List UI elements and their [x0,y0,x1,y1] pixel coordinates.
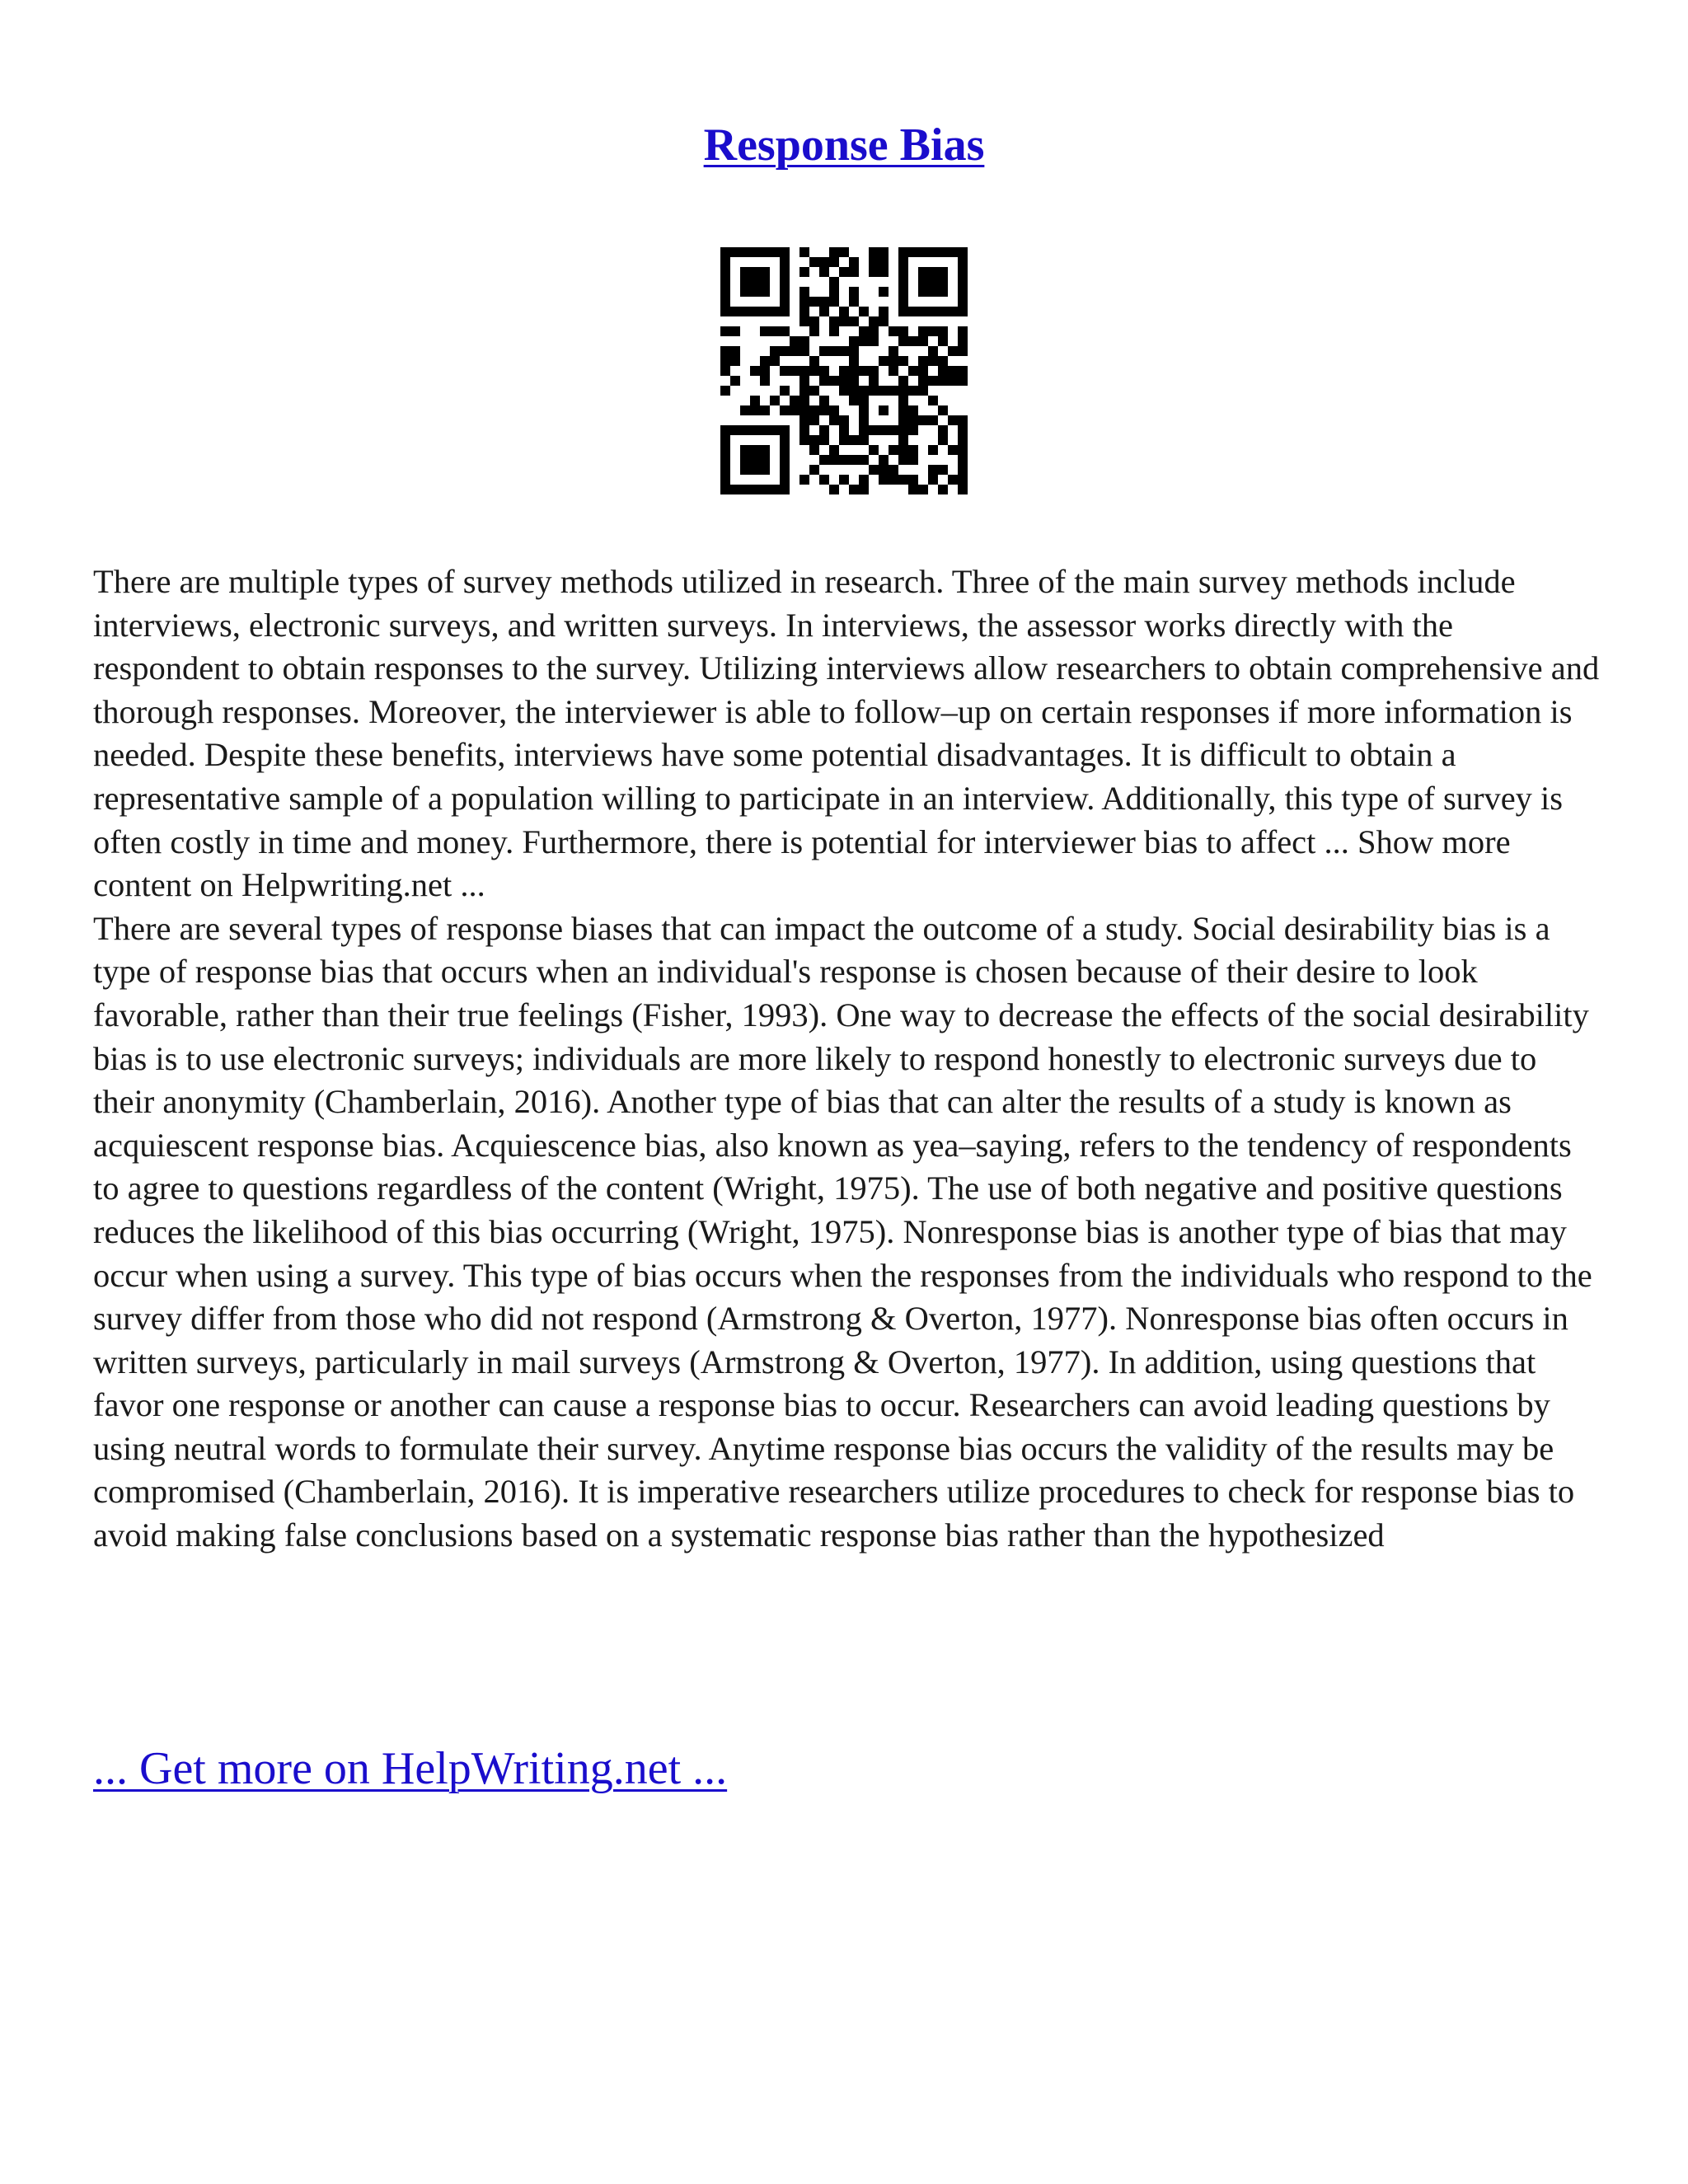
get-more-link-container [93,1739,727,1798]
document-title [0,115,1688,175]
article-body [93,560,1601,1558]
get-more-link[interactable]: ... Get more on HelpWriting.net ... [93,1743,728,1794]
title-link[interactable]: Response Bias [703,120,985,171]
paragraph-1: There are multiple types of survey methods utilized in research. Three of the main survey methods include interviews, electronic surveys, and written surveys. In interviews, the assessor works directly with the respondent to obtain responses to the survey. Utilizing interviews allow researchers to obtain comprehensive and thorough responses. Moreover, the interviewer is able to follow–up on certain responses if more information is needed. Despite these benefits, interviews have some potential disadvantages. It is difficult to obtain a representative sample of a population willing to participate in an interview. Additionally, this type of survey is often costly in time and money. Furthermore, there is potential for interviewer bias to affect ... Show more content on Helpwriting.net ... [93,563,1600,904]
qr-code-icon [720,247,968,494]
paragraph-2: There are several types of response biases that can impact the outcome of a study. Social desirability bias is a type of response bias that occurs when an individual's response is chosen because of their desire to look favorable, rather than their true feelings (Fisher, 1993). One way to decrease the effects of the social desirability bias is to use electronic surveys; individuals are more likely to respond honestly to electronic surveys due to their anonymity (Chamberlain, 2016). Another type of bias that can alter the results of a study is known as acquiescent response bias. Acquiescence bias, also known as yea–saying, refers to the tendency of respondents to agree to questions regardless of the content (Wright, 1975). The use of both negative and positive questions reduces the likelihood of this bias occurring (Wright, 1975). Nonresponse bias is another type of bias that may occur when using a survey. This type of bias occurs when the responses from the individuals who respond to the survey differ from those who did not respond (Armstrong & Overton, 1977). Nonresponse bias often occurs in written surveys, particularly in mail surveys (Armstrong & Overton, 1977). In addition, using questions that favor one response or another can cause a response bias to occur. Researchers can avoid leading questions by using neutral words to formulate their survey. Anytime response bias occurs the validity of the results may be compromised (Chamberlain, 2016). It is imperative researchers utilize procedures to check for response bias to avoid making false conclusions based on a systematic response bias rather than the hypothesized [93,909,1592,1554]
